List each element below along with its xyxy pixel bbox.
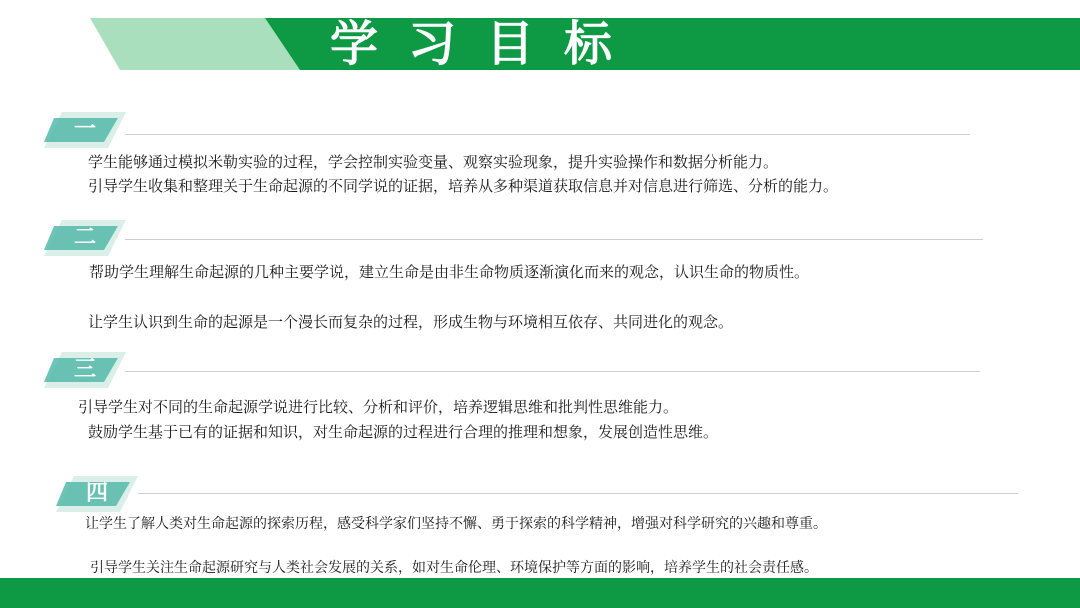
page-title: 学习目标 <box>330 16 643 72</box>
section-divider <box>125 134 970 135</box>
section-divider <box>125 239 983 240</box>
section-badge-label: 三 <box>73 357 96 382</box>
paragraph-line: 引导学生收集和整理关于生命起源的不同学说的证据，培养从多种渠道获取信息并对信息进行筛选、分析的能力。 <box>88 177 839 195</box>
paragraph-line: 引导学生对不同的生命起源学说进行比较、分析和评价，培养逻辑思维和批判性思维能力。 <box>78 398 679 416</box>
paragraph-line: 学生能够通过模拟米勒实验的过程，学会控制实验变量、观察实验现象，提升实验操作和数据分析能力。 <box>88 153 779 171</box>
section-badge-2 <box>44 220 126 256</box>
paragraph-line: 鼓励学生基于已有的证据和知识，对生命起源的过程进行合理的推理和想象，发展创造性思维。 <box>88 423 719 441</box>
section-badge-label: 二 <box>73 225 96 250</box>
section-badge-4 <box>56 476 138 512</box>
section-badge-1 <box>44 112 126 148</box>
section-divider <box>138 493 1018 494</box>
section-divider <box>125 371 980 372</box>
section-badge-label: 四 <box>85 481 108 506</box>
footer-bar <box>0 578 1080 608</box>
paragraph-line: 帮助学生理解生命起源的几种主要学说，建立生命是由非生命物质逐渐演化而来的观念，认识生命的物质性。 <box>89 263 810 281</box>
paragraph-line: 让学生了解人类对生命起源的探索历程，感受科学家们坚持不懈、勇于探索的科学精神，增强对科学研究的兴趣和尊重。 <box>85 516 827 532</box>
section-badge-3 <box>44 352 126 388</box>
paragraph-line: 引导学生关注生命起源研究与人类社会发展的关系，如对生命伦理、环境保护等方面的影响，培养学生的社会责任感。 <box>90 560 818 576</box>
paragraph-line: 让学生认识到生命的起源是一个漫长而复杂的过程，形成生物与环境相互依存、共同进化的观念。 <box>88 313 734 331</box>
section-badge-label: 一 <box>73 117 96 142</box>
